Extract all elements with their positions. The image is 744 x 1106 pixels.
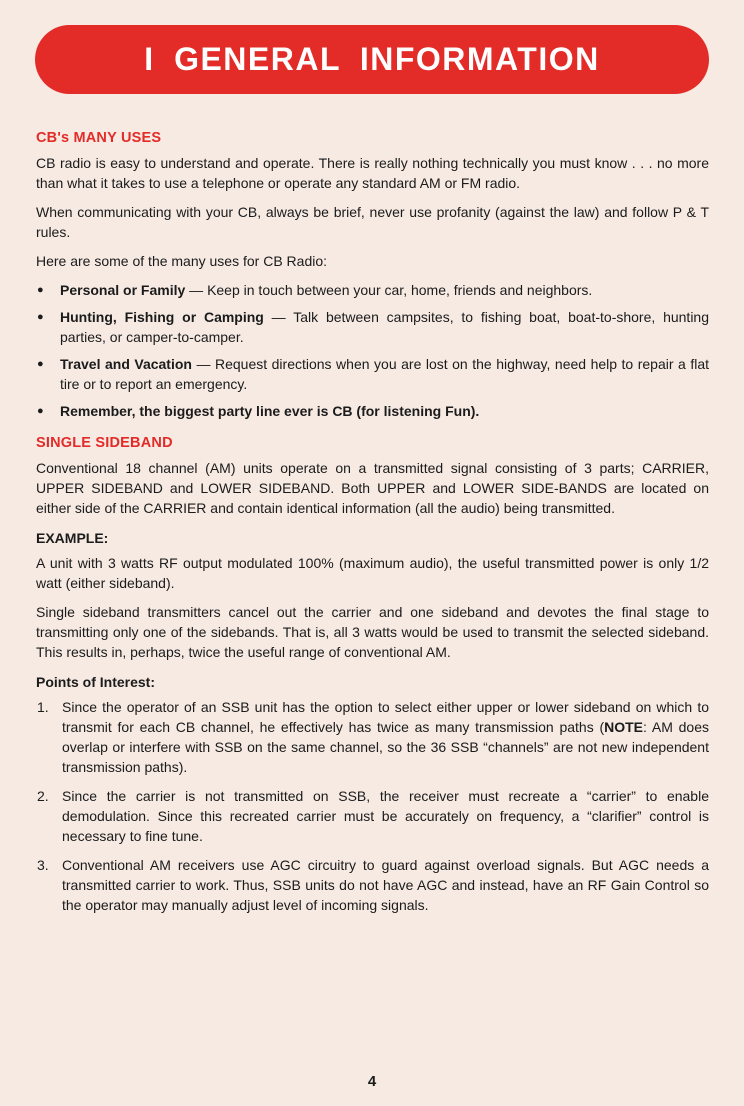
- point-number: 2.: [37, 788, 49, 805]
- list-item-hunting-fishing-camping: [36, 307, 709, 347]
- list-item-text: Travel and Vacation — Request directions when you are lost on the highway, need help to repair a flat tire or to report an emergency.: [60, 356, 709, 393]
- section-banner: [35, 25, 709, 94]
- uses-bullet-list: [36, 280, 709, 421]
- paragraph-sideband-intro: Conventional 18 channel (AM) units operate on a transmitted signal consisting of 3 parts; CARRIER, UPPER SIDEBAND and LOWER SIDEBAND. Both UPPER and LOWER SIDE-BANDS are located on either side of the CARRIER and contain identical information (all the audio) being transmitted.: [36, 460, 709, 517]
- heading-cb-many-uses: CB's MANY USES: [36, 130, 162, 146]
- paragraph-uses-lead-in: Here are some of the many uses for CB Radio:: [36, 253, 328, 270]
- point-item-3: [36, 855, 709, 915]
- heading-single-sideband: SINGLE SIDEBAND: [36, 435, 173, 452]
- point-text: Since the operator of an SSB unit has the option to select either upper or lower sideband on which to transmit for each CB channel, he effectively has twice as many transmission paths (NOTE: AM does overlap or interfere with SSB on the same channel, so the 36 SSB “channels” are not new independent transmission paths).: [62, 699, 709, 776]
- list-item-text: Remember, the biggest party line ever is CB (for listening Fun).: [60, 403, 480, 420]
- list-item-personal-or-family: [36, 280, 709, 300]
- bullet-icon: ●: [37, 311, 44, 324]
- list-item-text: Personal or Family — Keep in touch between your car, home, friends and neighbors.: [60, 282, 593, 299]
- heading-points-of-interest: Points of Interest:: [36, 674, 156, 691]
- paragraph-example: A unit with 3 watts RF output modulated 100% (maximum audio), the useful transmitted power is only 1/2 watt (either sideband).: [36, 555, 709, 592]
- point-number: 1.: [37, 699, 49, 716]
- point-text: Since the carrier is not transmitted on SSB, the receiver must recreate a “carrier” to enable demodulation. Since this recreated carrier must be accurately on frequency, a “clarifier” control is necessary to fine tune.: [62, 788, 709, 845]
- bullet-icon: ●: [37, 284, 44, 297]
- page-content: [36, 130, 709, 924]
- page-number: 4: [367, 1073, 377, 1090]
- paragraph-intro: CB radio is easy to understand and operate. There is really nothing technically you must know . . . no more than what it takes to use a telephone or operate any standard AM or FM radio.: [36, 155, 709, 192]
- point-item-2: [36, 786, 709, 846]
- paragraph-ssb-transmitters: Single sideband transmitters cancel out the carrier and one sideband and devotes the final stage to transmitting only one of the sidebands. That is, all 3 watts would be used to transmit the selected sideband. This results in, perhaps, twice the useful range of conventional AM.: [36, 604, 709, 661]
- list-item-text: Hunting, Fishing or Camping — Talk between campsites, to fishing boat, boat-to-shore, hunting parties, or camper-to-camper.: [60, 309, 710, 346]
- page-title: I GENERAL INFORMATION: [144, 41, 600, 77]
- list-item-remember: [36, 401, 709, 421]
- paragraph-communicating: When communicating with your CB, always be brief, never use profanity (against the law) and follow P & T rules.: [36, 204, 709, 241]
- bullet-icon: ●: [37, 358, 44, 371]
- bullet-icon: ●: [37, 405, 44, 418]
- points-of-interest-list: [36, 697, 709, 915]
- point-item-1: [36, 697, 709, 777]
- point-number: 3.: [37, 857, 49, 874]
- point-text: Conventional AM receivers use AGC circuitry to guard against overload signals. But AGC needs a transmitted carrier to work. Thus, SSB units do not have AGC and instead, have an RF Gain Control so the operator may manually adjust level of incoming signals.: [62, 857, 709, 914]
- list-item-travel-and-vacation: [36, 354, 709, 394]
- heading-example: EXAMPLE:: [36, 530, 109, 547]
